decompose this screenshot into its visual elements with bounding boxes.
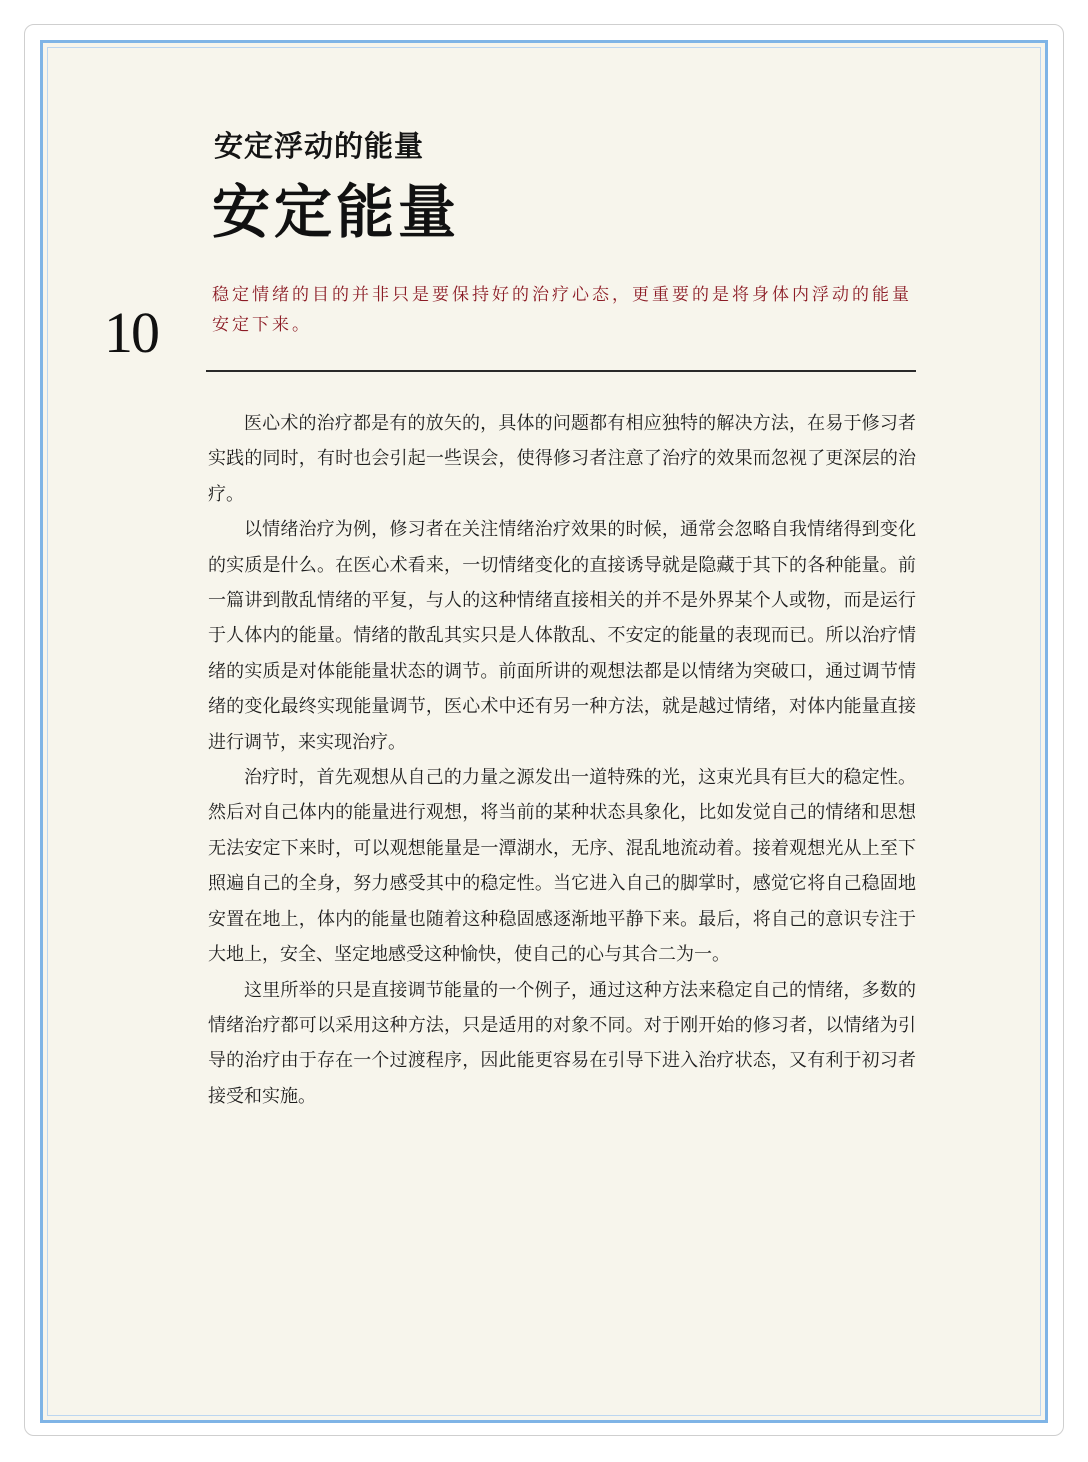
- page-number: 10: [104, 300, 158, 365]
- section-divider: [206, 370, 916, 372]
- body-text: [208, 406, 916, 1114]
- body-paragraph: 医心术的治疗都是有的放矢的，具体的问题都有相应独特的解决方法，在易于修习者实践的同时，有时也会引起一些误会，使得修习者注意了治疗的效果而忽视了更深层的治疗。: [208, 413, 916, 505]
- chapter-title: 安定能量: [212, 178, 461, 246]
- lead-paragraph: 稳定情绪的目的并非只是要保持好的治疗心态，更重要的是将身体内浮动的能量安定下来。: [212, 285, 912, 335]
- body-paragraph: 以情绪治疗为例，修习者在关注情绪治疗效果的时候，通常会忽略自我情绪得到变化的实质是什么。在医心术看来，一切情绪变化的直接诱导就是隐藏于其下的各种能量。前一篇讲到散乱情绪的平复，与人的这种情绪直接相关的并不是外界某个人或物，而是运行于人体内的能量。情绪的散乱其实只是人体散乱、不安定的能量的表现而已。所以治疗情绪的实质是对体能能量状态的调节。前面所讲的观想法都是以情绪为突破口，通过调节情绪的变化最终实现能量调节，医心术中还有另一种方法，就是越过情绪，对体内能量直接进行调节，来实现治疗。: [208, 519, 916, 753]
- body-paragraph: 这里所举的只是直接调节能量的一个例子，通过这种方法来稳定自己的情绪，多数的情绪治疗都可以采用这种方法，只是适用的对象不同。对于刚开始的修习者，以情绪为引导的治疗由于存在一个过渡程序，因此能更容易在引导下进入治疗状态，又有利于初习者接受和实施。: [208, 979, 916, 1107]
- chapter-subtitle: 安定浮动的能量: [214, 129, 425, 163]
- body-paragraph: 治疗时，首先观想从自己的力量之源发出一道特殊的光，这束光具有巨大的稳定性。然后对自己体内的能量进行观想，将当前的某种状态具象化，比如发觉自己的情绪和思想无法安定下来时，可以观想能量是一潭湖水，无序、混乱地流动着。接着观想光从上至下照遍自己的全身，努力感受其中的稳定性。当它进入自己的脚掌时，感觉它将自己稳固地安置在地上，体内的能量也随着这种稳固感逐渐地平静下来。最后，将自己的意识专注于大地上，安全、坚定地感受这种愉快，使自己的心与其合二为一。: [208, 767, 916, 966]
